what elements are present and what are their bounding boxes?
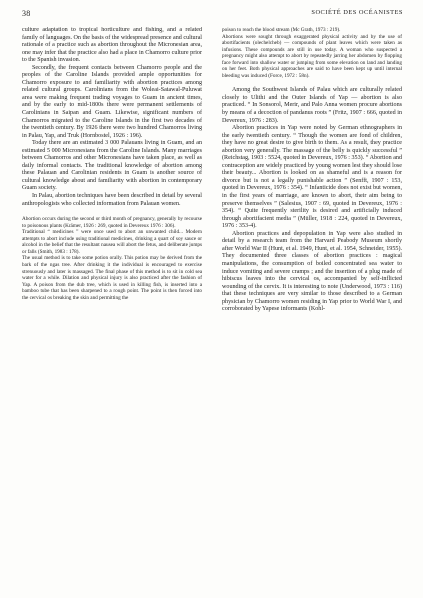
quote-paragraph: poison to reach the blood stream (Mc Grath, 1973 : 219). [222,27,341,33]
body-paragraph: Secondly, the frequent contacts between Chamorro people and the peoples of the Caroline Islands provided ample opportunities for Chamorro exposure to and familiarity with abortion practices among related cultural groups. Carolinians from the Woleai-Satawal-Puluwat area were making frequent trading voyages to Guam in ancient times, and by the early to mid-1800s there were permanent settlements of Carolinians in Saipan and Guam. Likewise, significant numbers of Chamorros migrated to the Caroline Islands in the first two decades of the twentieth century. By 1926 there were two hundred Chamorros living in Palau, Yap, and Truk (Hornbostel, 1926 : 196). [22,64,202,139]
page-number: 38 [22,9,31,18]
body-paragraph: Among the Southwest Islands of Palau which are culturally related closely to Ulithi and the Outer Islands of Yap — abortion is also practiced. “ In Sonsorol, Merir, and Palo Anna women procure abortions by means of a decoction of pandanus roots ” (Fritz, 1907 : 666, quoted in Devereux, 1976 : 283). [222,87,402,124]
left-column [22,27,202,593]
running-header-journal: SOCIÉTÉ DES OCÉANISTES [311,9,403,16]
quote-paragraph: The usual method is to take some potion orally. This potion may be derived from the bark of the ngas tree. After drinking it the individual is encouraged to exercise strenuously and later is massaged. The final phase of this method is to sit in cold sea water for a while. Dilation and physical injury is also practiced after the fashion of Yap. A poison from the dub tree, which is used in killing fish, is inserted into a bamboo tube that has been sharpened to a rough point. The point is then forced into the cervical os breaking the skin and permitting the [22,255,202,301]
right-column [222,27,402,593]
quote-paragraph: Abortions were sought through exaggerated physical activity and by the use of abortifacients (olechelcheb) — compounds of plant leaves which were taken as infusions. These compounds are still in use today. A woman who suspected a pregnancy might also attempt to abort by repeatedly jarring her abdomen by flopping face forward into shallow water or jumping from some elevation on land and landing on her feet. Both physical approaches are said to have been kept up until internal bleeding was induced (Force, 1972 : 58n). [222,33,402,79]
spacer [22,208,202,216]
body-paragraph: In Palau, abortion techniques have been described in detail by several anthropologists who collected information from Palauan women. [22,193,202,207]
body-paragraph: Today there are an estimated 3 000 Palauans living in Guam, and an estimated 5 000 Micronesians from the Caroline Islands. Many marriages between Chamorros and other Micronesians have taken place, as well as daily informal contacts. The traditional knowledge of abortion among these Palauan and Carolinian residents in Guam is another source of cultural knowledge about and familiarity with abortion in contemporary Guam society. [22,140,202,192]
body-paragraph: culture adaptation to tropical horticulture and fishing, and a related family of languages. On the basis of the widespread presence and cultural rationale of a practice such as abortion throughout the Micronesian area, one may infer that the practice also had a place in Chamorro culture prior to the Spanish invasion. [22,27,202,64]
quote-paragraph: Abortion occurs during the second or third month of pregnancy, generally by recourse to poisonous plants (Krämer, 1926 : 269, quoted in Devereux 1976 : 306). [22,216,202,229]
body-paragraph: Abortion practices and depopulation in Yap were also studied in detail by a research team from the Harvard Peabody Museum shortly after World War II (Hunt, et al. 1949, Hunt, et al. 1954, Schneider, 1955). They documented three classes of abortion practices : magical manipulations, the consumption of boiled concentrated sea water to induce vomiting and severe cramps ; and the insertion of a plug made of hibiscus leaves into the cervical os, accompanied by self-inflicted wounding of the cervix. It is interesting to note (Underwood, 1973 : 116) that these techniques are very similar to those described to a German physician by Chamorro women residing in Yap prior to World War I, and corroborated by Yapese informants (Kohl- [222,230,402,313]
quote-paragraph: Traditional “ medicines ” were once used to abort an unwanted child... Modern attempts to abort include using traditional medicines, drinking a quart of soy sauce or alcohol in the belief that the resultant nausea will abort the fetus, and deliberate jumps or falls (Smith, 1983 : 178). [22,229,202,255]
body-paragraph: Abortion practices in Yap were noted by German ethnographers in the early twentieth century. “ Though the women are fond of children, they have no great desire to give birth to them. As a result, they practice abortion very generally. The massage of the belly is quickly successful ” (Reichstag, 1903 : 5524, quoted in Devereux, 1976 : 353). “ Abortion and contraception are widely practiced by young women lest they should lose their beauty... Abortion is looked on as shameful and is a reason for divorce but is not a legally punishable action ” (Senfft, 1907 : 153, quoted in Devereux, 1976 : 354). “ Infanticide does not exist but women, in the first years of marriage, are known to abort, their aim being to preserve themselves ” (Salesius, 1907 : 69, quoted in Devereux, 1976 : 354). “ Quite frequently sterility is desired and artificially induced through abortifacient media ” (Müller, 1918 : 224, quoted in Devereux, 1976 : 353-4). [222,125,402,230]
